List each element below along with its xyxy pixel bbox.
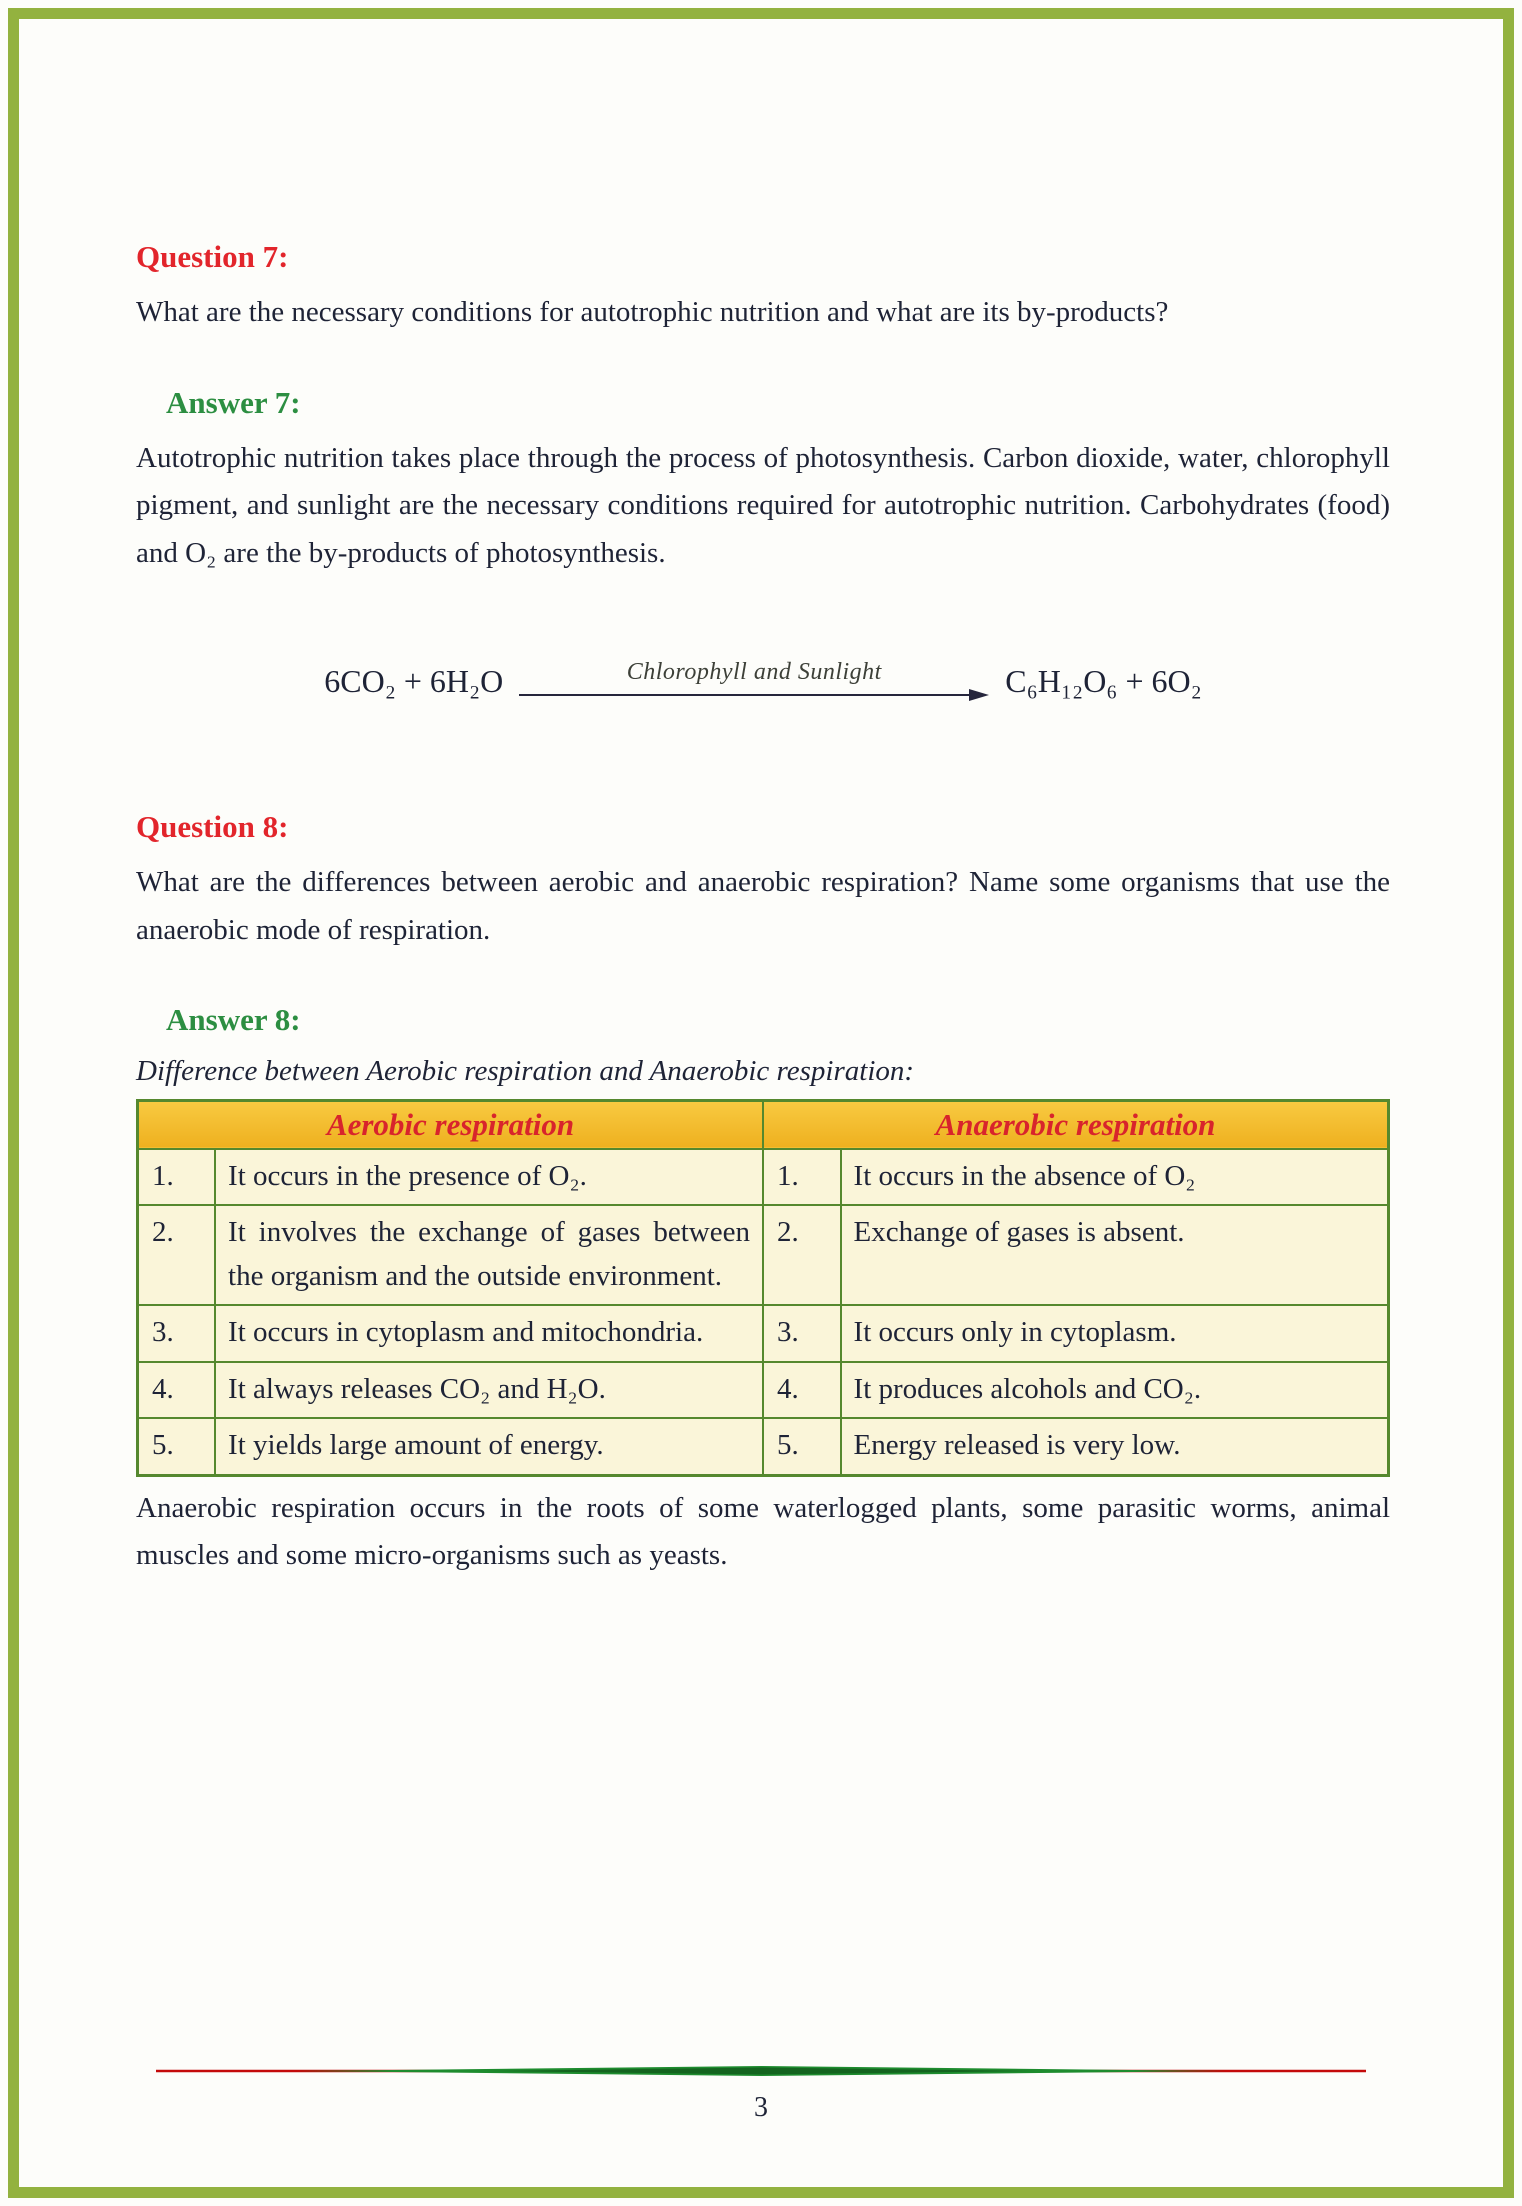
page-content bbox=[136, 0, 1390, 1580]
aerobic-cell: It occurs in the presence of O₂. bbox=[215, 1149, 763, 1206]
table-row bbox=[138, 1205, 1389, 1305]
row-number: 1. bbox=[763, 1149, 841, 1206]
page-number: 3 bbox=[754, 2092, 768, 2123]
anaerobic-cell: Energy released is very low. bbox=[841, 1418, 1389, 1475]
row-number: 2. bbox=[763, 1205, 841, 1305]
divider-ornament-icon bbox=[156, 2065, 1366, 2077]
aerobic-cell: It yields large amount of energy. bbox=[215, 1418, 763, 1475]
aerobic-cell: It occurs in cytoplasm and mitochondria. bbox=[215, 1305, 763, 1362]
row-number: 2. bbox=[138, 1205, 216, 1305]
comparison-table bbox=[136, 1099, 1390, 1477]
table-row bbox=[138, 1418, 1389, 1475]
table-row bbox=[138, 1362, 1389, 1419]
row-number: 5. bbox=[763, 1418, 841, 1475]
table-row bbox=[138, 1305, 1389, 1362]
anaerobic-cell: Exchange of gases is absent. bbox=[841, 1205, 1389, 1305]
question-7-text: What are the necessary conditions for autotrophic nutrition and what are its by-products? bbox=[136, 296, 1169, 329]
question-7-heading: Question 7: bbox=[136, 239, 289, 274]
table-header-anaerobic: Anaerobic respiration bbox=[763, 1100, 1389, 1149]
table-header-row bbox=[138, 1100, 1389, 1149]
equation-arrow-label: Chlorophyll and Sunlight bbox=[626, 659, 882, 686]
table-caption: Difference between Aerobic respiration and Anaerobic respiration: bbox=[136, 1055, 915, 1088]
aerobic-cell: It always releases CO₂ and H₂O. bbox=[215, 1362, 763, 1419]
equation-reactants: 6CO₂ + 6H₂O bbox=[324, 662, 504, 699]
aerobic-cell: It involves the exchange of gases between the organism and the outside environment. bbox=[215, 1205, 763, 1305]
row-number: 4. bbox=[138, 1362, 216, 1419]
answer-7-text: Autotrophic nutrition takes place through the process of photosynthesis. Carbon dioxide, water, chlorophyll pigment, and sunlight are the necessary conditions required for autotrophic nutrition. Carbohydrates (food) and O₂ are the by-products of photosynthesis. bbox=[136, 441, 1390, 569]
row-number: 4. bbox=[763, 1362, 841, 1419]
row-number: 3. bbox=[138, 1305, 216, 1362]
equation-products: C₆H₁₂O₆ + 6O₂ bbox=[1005, 662, 1202, 699]
row-number: 3. bbox=[763, 1305, 841, 1362]
equation-arrow-group bbox=[519, 659, 989, 703]
right-arrow-icon bbox=[519, 687, 989, 703]
question-8-text: What are the differences between aerobic and anaerobic respiration? Name some organisms that use the anaerobic mode of respiration. bbox=[136, 866, 1390, 946]
closing-paragraph: Anaerobic respiration occurs in the roots of some waterlogged plants, some parasitic worms, animal muscles and some micro-organisms such as yeasts. bbox=[136, 1491, 1390, 1572]
row-number: 5. bbox=[138, 1418, 216, 1475]
question-8-heading: Question 8: bbox=[136, 809, 289, 845]
table-row bbox=[138, 1149, 1389, 1206]
row-number: 1. bbox=[138, 1149, 216, 1206]
answer-7-heading: Answer 7: bbox=[166, 384, 301, 420]
footer-divider bbox=[156, 2064, 1366, 2076]
photosynthesis-equation bbox=[136, 659, 1390, 703]
anaerobic-cell: It occurs in the absence of O₂ bbox=[841, 1149, 1389, 1206]
table-header-aerobic: Aerobic respiration bbox=[138, 1100, 763, 1149]
anaerobic-cell: It produces alcohols and CO₂. bbox=[841, 1362, 1389, 1419]
anaerobic-cell: It occurs only in cytoplasm. bbox=[841, 1305, 1389, 1362]
answer-8-heading: Answer 8: bbox=[166, 1002, 301, 1038]
